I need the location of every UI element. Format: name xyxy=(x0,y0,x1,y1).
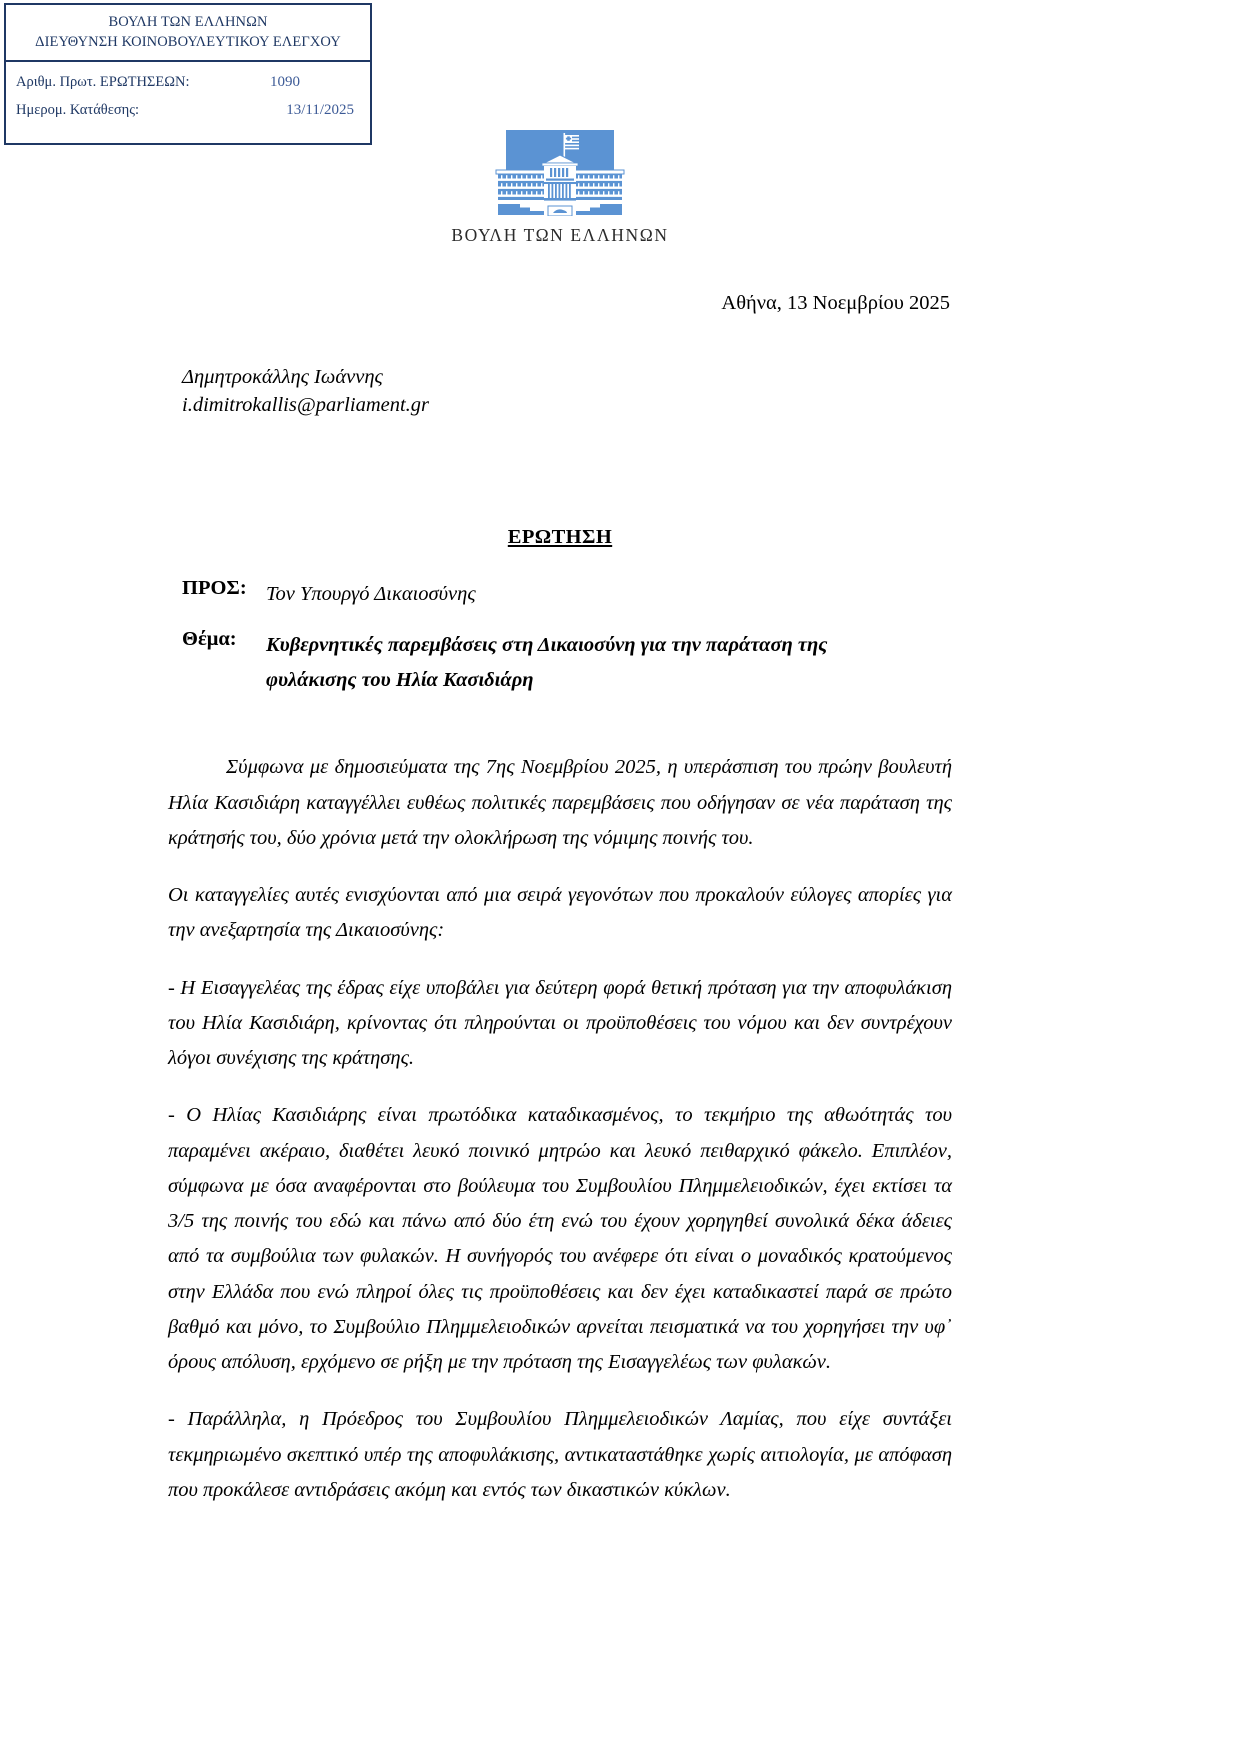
hellenic-parliament-building-icon xyxy=(486,128,634,221)
subject-row xyxy=(182,628,952,699)
subject-value-line2: φυλάκισης του Ηλία Κασιδιάρη xyxy=(266,669,534,692)
protocol-number-label: Αριθμ. Πρωτ. ΕΡΩΤΗΣΕΩΝ: xyxy=(16,74,190,91)
subject-value xyxy=(266,628,827,699)
emblem-caption: ΒΟΥΛΗ ΤΩΝ ΕΛΛΗΝΩΝ xyxy=(451,225,669,245)
stamp-title-line1: ΒΟΥΛΗ ΤΩΝ ΕΛΛΗΝΩΝ xyxy=(108,14,268,30)
paragraph: - Η Εισαγγελέας της έδρας είχε υποβάλει για δεύτερη φορά θετική πρόταση για την αποφυλάκιση του Ηλία Κασιδιάρη, κρίνοντας ότι πληρούνται οι προϋποθέσεις του νόμου και δεν συντρέχουν λόγοι συνέχισης της κράτησης. xyxy=(168,976,952,1070)
paragraph: Οι καταγγελίες αυτές ενισχύονται από μια σειρά γεγονότων που προκαλούν εύλογες απορίες για την ανεξαρτησία της Δικαιοσύνης: xyxy=(168,884,952,942)
subject-label: Θέμα: xyxy=(182,627,237,650)
dateline: Αθήνα, 13 Νοεμβρίου 2025 xyxy=(721,292,950,314)
addressee-value: Τον Υπουργό Δικαιοσύνης xyxy=(266,582,476,605)
stamp-title xyxy=(6,5,370,58)
paragraph: - Ο Ηλίας Κασιδιάρης είναι πρωτόδικα καταδικασμένος, το τεκμήριο της αθωότητάς του παραμένει ακέραιο, διαθέτει λευκό ποινικό μητρώο και λευκό πειθαρχικό φάκελο. Επιπλέον, σύμφωνα με όσα αναφέρονται στο βούλευμα του Συμβουλίου Πλημμελειοδικών, έχει εκτίσει τα 3/5 της ποινής του εδώ και πάνω από δύο έτη ενώ του έχουν χορηγηθεί συνολικά δέκα άδειες από τα συμβούλια των φυλακών. Η συνήγορός του ανέφερε ότι είναι ο μοναδικός κρατούμενος στην Ελλάδα που ενώ πληροί όλες τις προϋποθέσεις και δεν έχει καταδικαστεί παρά σε πρώτο βαθμό και μόνο, το Συμβούλιο Πλημμελειοδικών αρνείται πεισματικά να του χορηγήσει την υφ᾿ όρους απόλυση, ερχόμενο σε ρήξη με την πρόταση της Εισαγγελέως των φυλακών. xyxy=(168,1104,952,1374)
registry-stamp-box xyxy=(4,3,372,145)
body-paragraphs xyxy=(168,750,952,1508)
sender-name: Δημητροκάλλης Ιωάννης xyxy=(182,366,383,388)
addressee-row xyxy=(182,577,952,612)
submission-date-label: Ημερομ. Κατάθεσης: xyxy=(16,102,140,119)
emblem-block xyxy=(0,128,1120,246)
sender-email: i.dimitrokallis@parliament.gr xyxy=(182,394,430,417)
sender-block xyxy=(182,363,952,420)
letter-content xyxy=(168,292,952,1508)
page-title: ΕΡΩΤΗΣΗ xyxy=(507,525,613,548)
submission-date-row xyxy=(16,102,360,119)
protocol-number-row xyxy=(16,74,360,91)
submission-date-value: 13/11/2025 xyxy=(286,102,354,119)
protocol-number-value: 1090 xyxy=(270,74,300,91)
addressee-label: ΠΡΟΣ: xyxy=(182,576,247,599)
stamp-title-line2: ΔΙΕΥΘΥΝΣΗ ΚΟΙΝΟΒΟΥΛΕΥΤΙΚΟΥ ΕΛΕΓΧΟΥ xyxy=(35,33,341,50)
paragraph: - Παράλληλα, η Πρόεδρος του Συμβουλίου Πλημμελειοδικών Λαμίας, που είχε συντάξει τεκμηριωμένο σκεπτικό υπέρ της αποφυλάκισης, αντικαταστάθηκε χωρίς αιτιολογία, με απόφαση που προκάλεσε αντιδράσεις ακόμη και εντός των δικαστικών κύκλων. xyxy=(168,1408,952,1501)
paragraph: Σύμφωνα με δημοσιεύματα της 7ης Νοεμβρίου 2025, η υπεράσπιση του πρώην βουλευτή Ηλία Κασιδιάρη καταγγέλλει ευθέως πολιτικές παρεμβάσεις που οδήγησαν σε νέα παράταση της κράτησής του, δύο χρόνια μετά την ολοκλήρωση της νόμιμης ποινής του. xyxy=(168,756,952,849)
stamp-fields xyxy=(6,62,370,119)
subject-value-line1: Κυβερνητικές παρεμβάσεις στη Δικαιοσύνη για την παράταση της xyxy=(266,633,828,656)
